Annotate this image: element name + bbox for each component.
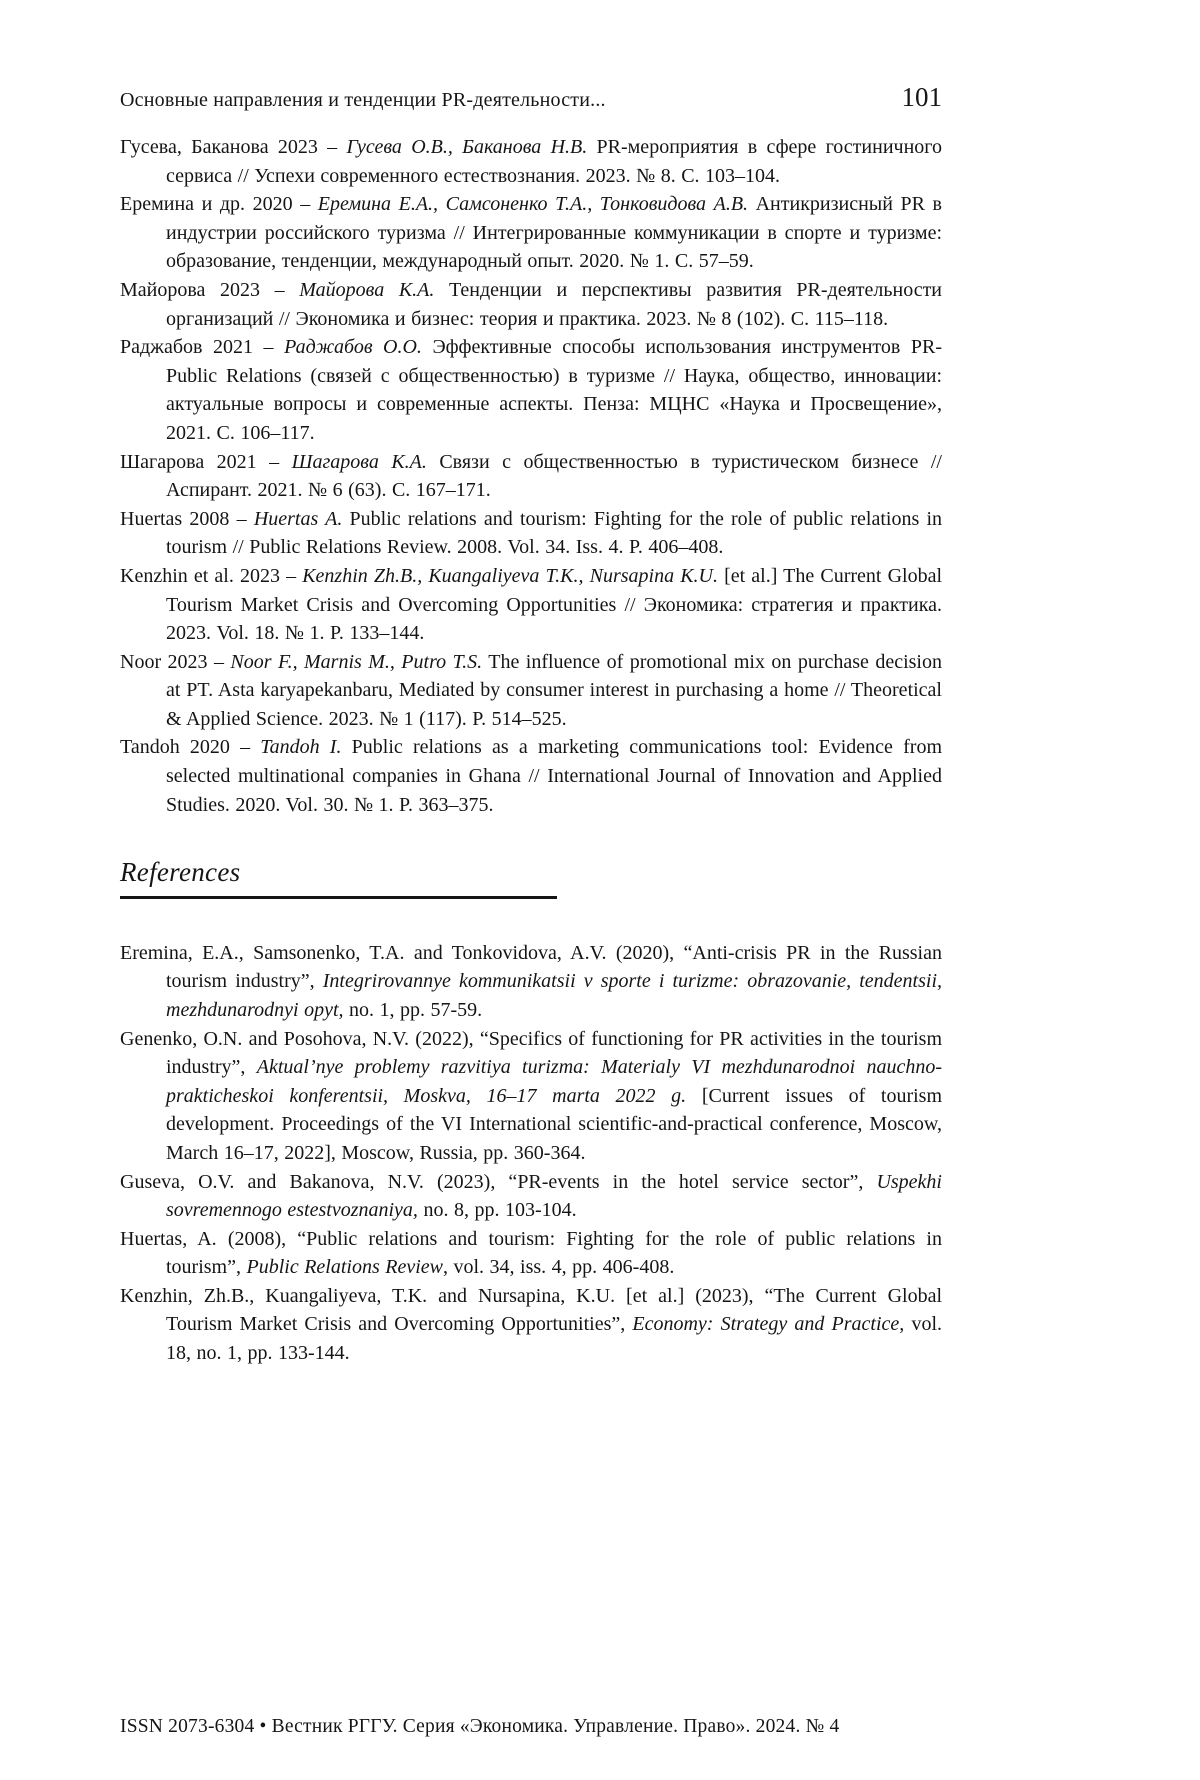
entry-italic-segment: Huertas A. — [253, 507, 343, 530]
entry-text-segment: Эффективные способы использования инструментов PR-Public Relations (связей с общественностью) в туризме // Наука, общество, инновации: актуальные вопросы и современные аспекты. Пенза: МЦНС «Наука и Просвещение», 2021. С. 106–117. — [166, 336, 942, 444]
bibliography-entry — [120, 733, 942, 819]
entry-text-segment: Guseva, O.V. and Bakanova, N.V. (2023), “PR-events in the hotel service sector”, — [120, 1170, 877, 1193]
entry-text-segment: PR-мероприятия в сфере гостиничного сервиса // Успехи современного естествознания. 2023. № 8. С. 103–104. — [166, 136, 942, 187]
entry-italic-segment: Раджабов О.О. — [284, 336, 422, 359]
reference-entry — [120, 939, 942, 1025]
entry-text-segment: [et al.] The Current Global Tourism Market Crisis and Overcoming Opportunities // Экономика: стратегия и практика. 2023. Vol. 18. № 1. P. 133–144. — [166, 564, 942, 645]
entry-text-segment: vol. 18, no. 1, pp. 133-144. — [166, 1313, 942, 1365]
entry-text-segment: The influence of promotional mix on purchase decision at PT. Asta karyapekanbaru, Mediated by consumer interest in purchasing a home // Theoretical & Applied Science. 2023. № 1 (117). P. 514–525. — [166, 650, 942, 730]
entry-text-segment: Noor 2023 – — [120, 650, 231, 673]
entry-italic-segment: Kenzhin Zh.B., Kuangaliyeva T.K., Nursapina K.U. — [302, 564, 718, 587]
references-heading-rule — [120, 896, 557, 899]
entry-text-segment: Раджабов 2021 – — [120, 336, 285, 359]
entry-text-segment: Tandoh 2020 – — [120, 736, 261, 759]
footer-text: ISSN 2073-6304 • Вестник РГГУ. Серия «Экономика. Управление. Право». 2024. № 4 — [120, 1716, 840, 1737]
entry-text-segment: Гусева, Баканова 2023 – — [120, 136, 347, 158]
bibliography-entry — [120, 505, 942, 562]
entry-text-segment: Еремина и др. 2020 – — [120, 193, 318, 216]
page-header — [120, 82, 942, 113]
entry-text-segment: Шагарова 2021 – — [120, 450, 292, 473]
bibliography-section — [120, 133, 942, 819]
page-footer — [120, 1716, 942, 1738]
bibliography-entry — [120, 333, 942, 447]
entry-italic-segment: Майорова К.А. — [299, 278, 435, 301]
entry-text-segment: Связи с общественностью в туристическом бизнесе // Аспирант. 2021. № 6 (63). С. 167–171. — [166, 450, 942, 502]
entry-italic-segment: Tandoh I. — [260, 736, 342, 759]
bibliography-entry — [120, 190, 942, 276]
entry-italic-segment: Uspekhi sovremennogo estestvoznaniya, — [166, 1170, 942, 1222]
entry-italic-segment: Шагарова К.А. — [291, 450, 427, 473]
entry-text-segment: [Current issues of tourism development. Proceedings of the VI International scientific-and-practical conference, Moscow, March 16–17, 2022], Moscow, Russia, pp. 360-364. — [166, 1084, 943, 1164]
references-heading: References — [120, 857, 241, 888]
entry-italic-segment: Гусева О.В., Баканова Н.В. — [346, 136, 588, 158]
entry-text-segment: Huertas, A. (2008), “Public relations and tourism: Fighting for the role of public relations in tourism”, — [120, 1227, 942, 1279]
entry-text-segment: Public relations and tourism: Fighting for the role of public relations in tourism // Public Relations Review. 2008. Vol. 34. Iss. 4. P. 406–408. — [166, 507, 942, 559]
entry-text-segment: Майорова 2023 – — [120, 278, 300, 301]
reference-entry — [120, 1168, 942, 1225]
entry-text-segment: Public relations as a marketing communications tool: Evidence from selected multinational companies in Ghana // International Journal of Innovation and Applied Studies. 2020. Vol. 30. № 1. P. 363–375. — [166, 736, 942, 816]
entry-text-segment: Huertas 2008 – — [120, 507, 254, 530]
entry-text-segment: Genenko, O.N. and Posohova, N.V. (2022), “Specifics of functioning for PR activities in the tourism industry”, — [120, 1027, 942, 1079]
page-number: 101 — [901, 82, 942, 112]
bibliography-entry — [120, 562, 942, 648]
entry-italic-segment: Integrirovannye kommunikatsii v sporte i turizme: obrazovanie, tendentsii, mezhdunarodnyi opyt, — [166, 970, 942, 1021]
entry-text-segment: Тенденции и перспективы развития PR-деятельности организаций // Экономика и бизнес: теория и практика. 2023. № 8 (102). С. 115–118. — [166, 278, 943, 330]
entry-italic-segment: Еремина Е.А., Самсоненко Т.А., Тонковидова А.В. — [317, 193, 749, 216]
entry-italic-segment: Aktual’nye problemy razvitiya turizma: Materialy VI mezhdunarodnoi nauchno-prakticheskoi konferentsii, Moskva, 16–17 marta 2022 g. — [166, 1056, 942, 1107]
entry-text-segment: no. 8, pp. 103-104. — [417, 1199, 577, 1222]
entry-text-segment: , vol. 34, iss. 4, pp. 406-408. — [443, 1256, 675, 1279]
bibliography-entry — [120, 133, 942, 190]
reference-entry — [120, 1225, 942, 1282]
reference-entry — [120, 1025, 942, 1168]
bibliography-entry — [120, 276, 942, 333]
bibliography-entry — [120, 448, 942, 505]
running-title: Основные направления и тенденции PR-деятельности... — [120, 89, 606, 111]
entry-italic-segment: Noor F., Marnis M., Putro T.S. — [230, 650, 483, 673]
reference-entry — [120, 1282, 942, 1368]
references-section — [120, 939, 942, 1368]
entry-text-segment: no. 1, pp. 57-59. — [343, 998, 483, 1021]
entry-text-segment: Антикризисный PR в индустрии российского туризма // Интегрированные коммуникации в спорте и туризме: образование, тенденции, международный опыт. 2020. № 1. С. 57–59. — [166, 193, 942, 273]
page-content — [120, 133, 942, 1368]
bibliography-entry — [120, 648, 942, 734]
entry-text-segment: Kenzhin et al. 2023 – — [120, 564, 303, 587]
entry-text-segment: Eremina, E.A., Samsonenko, T.A. and Tonkovidova, A.V. (2020), “Anti-crisis PR in the Russian tourism industry”, — [120, 941, 942, 993]
entry-italic-segment: Public Relations Review — [246, 1256, 443, 1279]
entry-italic-segment: Economy: Strategy and Practice, — [632, 1313, 905, 1336]
entry-text-segment: Kenzhin, Zh.B., Kuangaliyeva, T.K. and Nursapina, K.U. [et al.] (2023), “The Current Global Tourism Market Crisis and Overcoming Opportunities”, — [120, 1284, 942, 1336]
